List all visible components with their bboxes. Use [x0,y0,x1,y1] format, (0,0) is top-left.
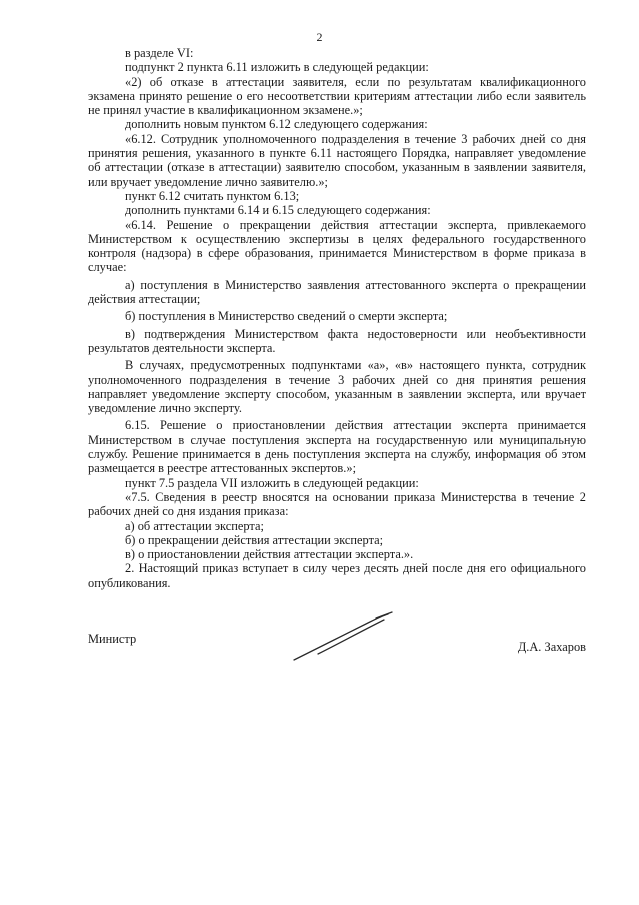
paragraph: 2. Настоящий приказ вступает в силу через десять дней после дня его официального опубликования. [88,561,586,590]
paragraph: б) о прекращении действия аттестации эксперта; [125,532,384,547]
paragraph: «6.14. Решение о прекращении действия аттестации эксперта, привлекаемого Министерством к осуществлению экспертизы в целях федерального государственного контроля (надзора) в сфере образования, принимается Министерством в форме приказа в случае: [88,217,586,275]
paragraph: «7.5. Сведения в реестр вносятся на основании приказа Министерства в течение 2 рабочих дней со дня издания приказа: [88,489,586,519]
paragraph: а) об аттестации эксперта; [125,518,264,533]
paragraph: дополнить пунктами 6.14 и 6.15 следующего содержания: [125,203,431,218]
page-number: 2 [316,30,323,44]
paragraph: пункт 6.12 считать пунктом 6.13; [125,188,300,203]
paragraph: 6.15. Решение о приостановлении действия аттестации эксперта принимается Министерством в случае поступления эксперта на государственную или муниципальную службу. Решение принимается в день поступления эксперта на службу, информация об этом размещается в реестре аттестованных экспертов.»; [88,418,586,476]
paragraph: в) о приостановлении действия аттестации эксперта.». [125,547,414,562]
paragraph: в) подтверждения Министерством факта недостоверности или необъективности результатов деятельности эксперта. [88,326,586,355]
handwritten-signature [288,610,398,665]
paragraph: «6.12. Сотрудник уполномоченного подразделения в течение 3 рабочих дней со дня принятия решения, указанного в пункте 6.11 настоящего Порядка, направляет уведомление об аттестации (отказе в аттестации) заявителю способом, указанным в заявлении заявителя, или вручает уведомление лично заявителю.»; [88,131,586,189]
paragraph: В случаях, предусмотренных подпунктами «а», «в» настоящего пункта, сотрудник уполномоченного подразделения в течение 3 рабочих дней со дня принятия решения направляет уведомление эксперту способом, указанным в заявлении эксперта, или вручает уведомление лично эксперту. [88,358,586,416]
paragraph: «2) об отказе в аттестации заявителя, если по результатам квалификационного экзамена принято решение о его несоответствии критериям аттестации либо если заявитель не принял участие в квалификационном экзамене.»; [88,74,586,118]
paragraph: дополнить новым пунктом 6.12 следующего содержания: [125,117,428,132]
paragraph: а) поступления в Министерство заявления аттестованного эксперта о прекращении действия аттестации; [88,277,586,307]
document-body [88,46,586,590]
paragraph: подпункт 2 пункта 6.11 изложить в следующей редакции: [125,60,429,75]
signer-position: Министр [88,632,137,646]
paragraph: пункт 7.5 раздела VII изложить в следующей редакции: [125,475,419,490]
signer-name: Д.А. Захаров [517,640,586,654]
signature-block [88,632,586,672]
paragraph: в разделе VI: [125,46,194,60]
paragraph: б) поступления в Министерство сведений о смерти эксперта; [125,309,448,324]
